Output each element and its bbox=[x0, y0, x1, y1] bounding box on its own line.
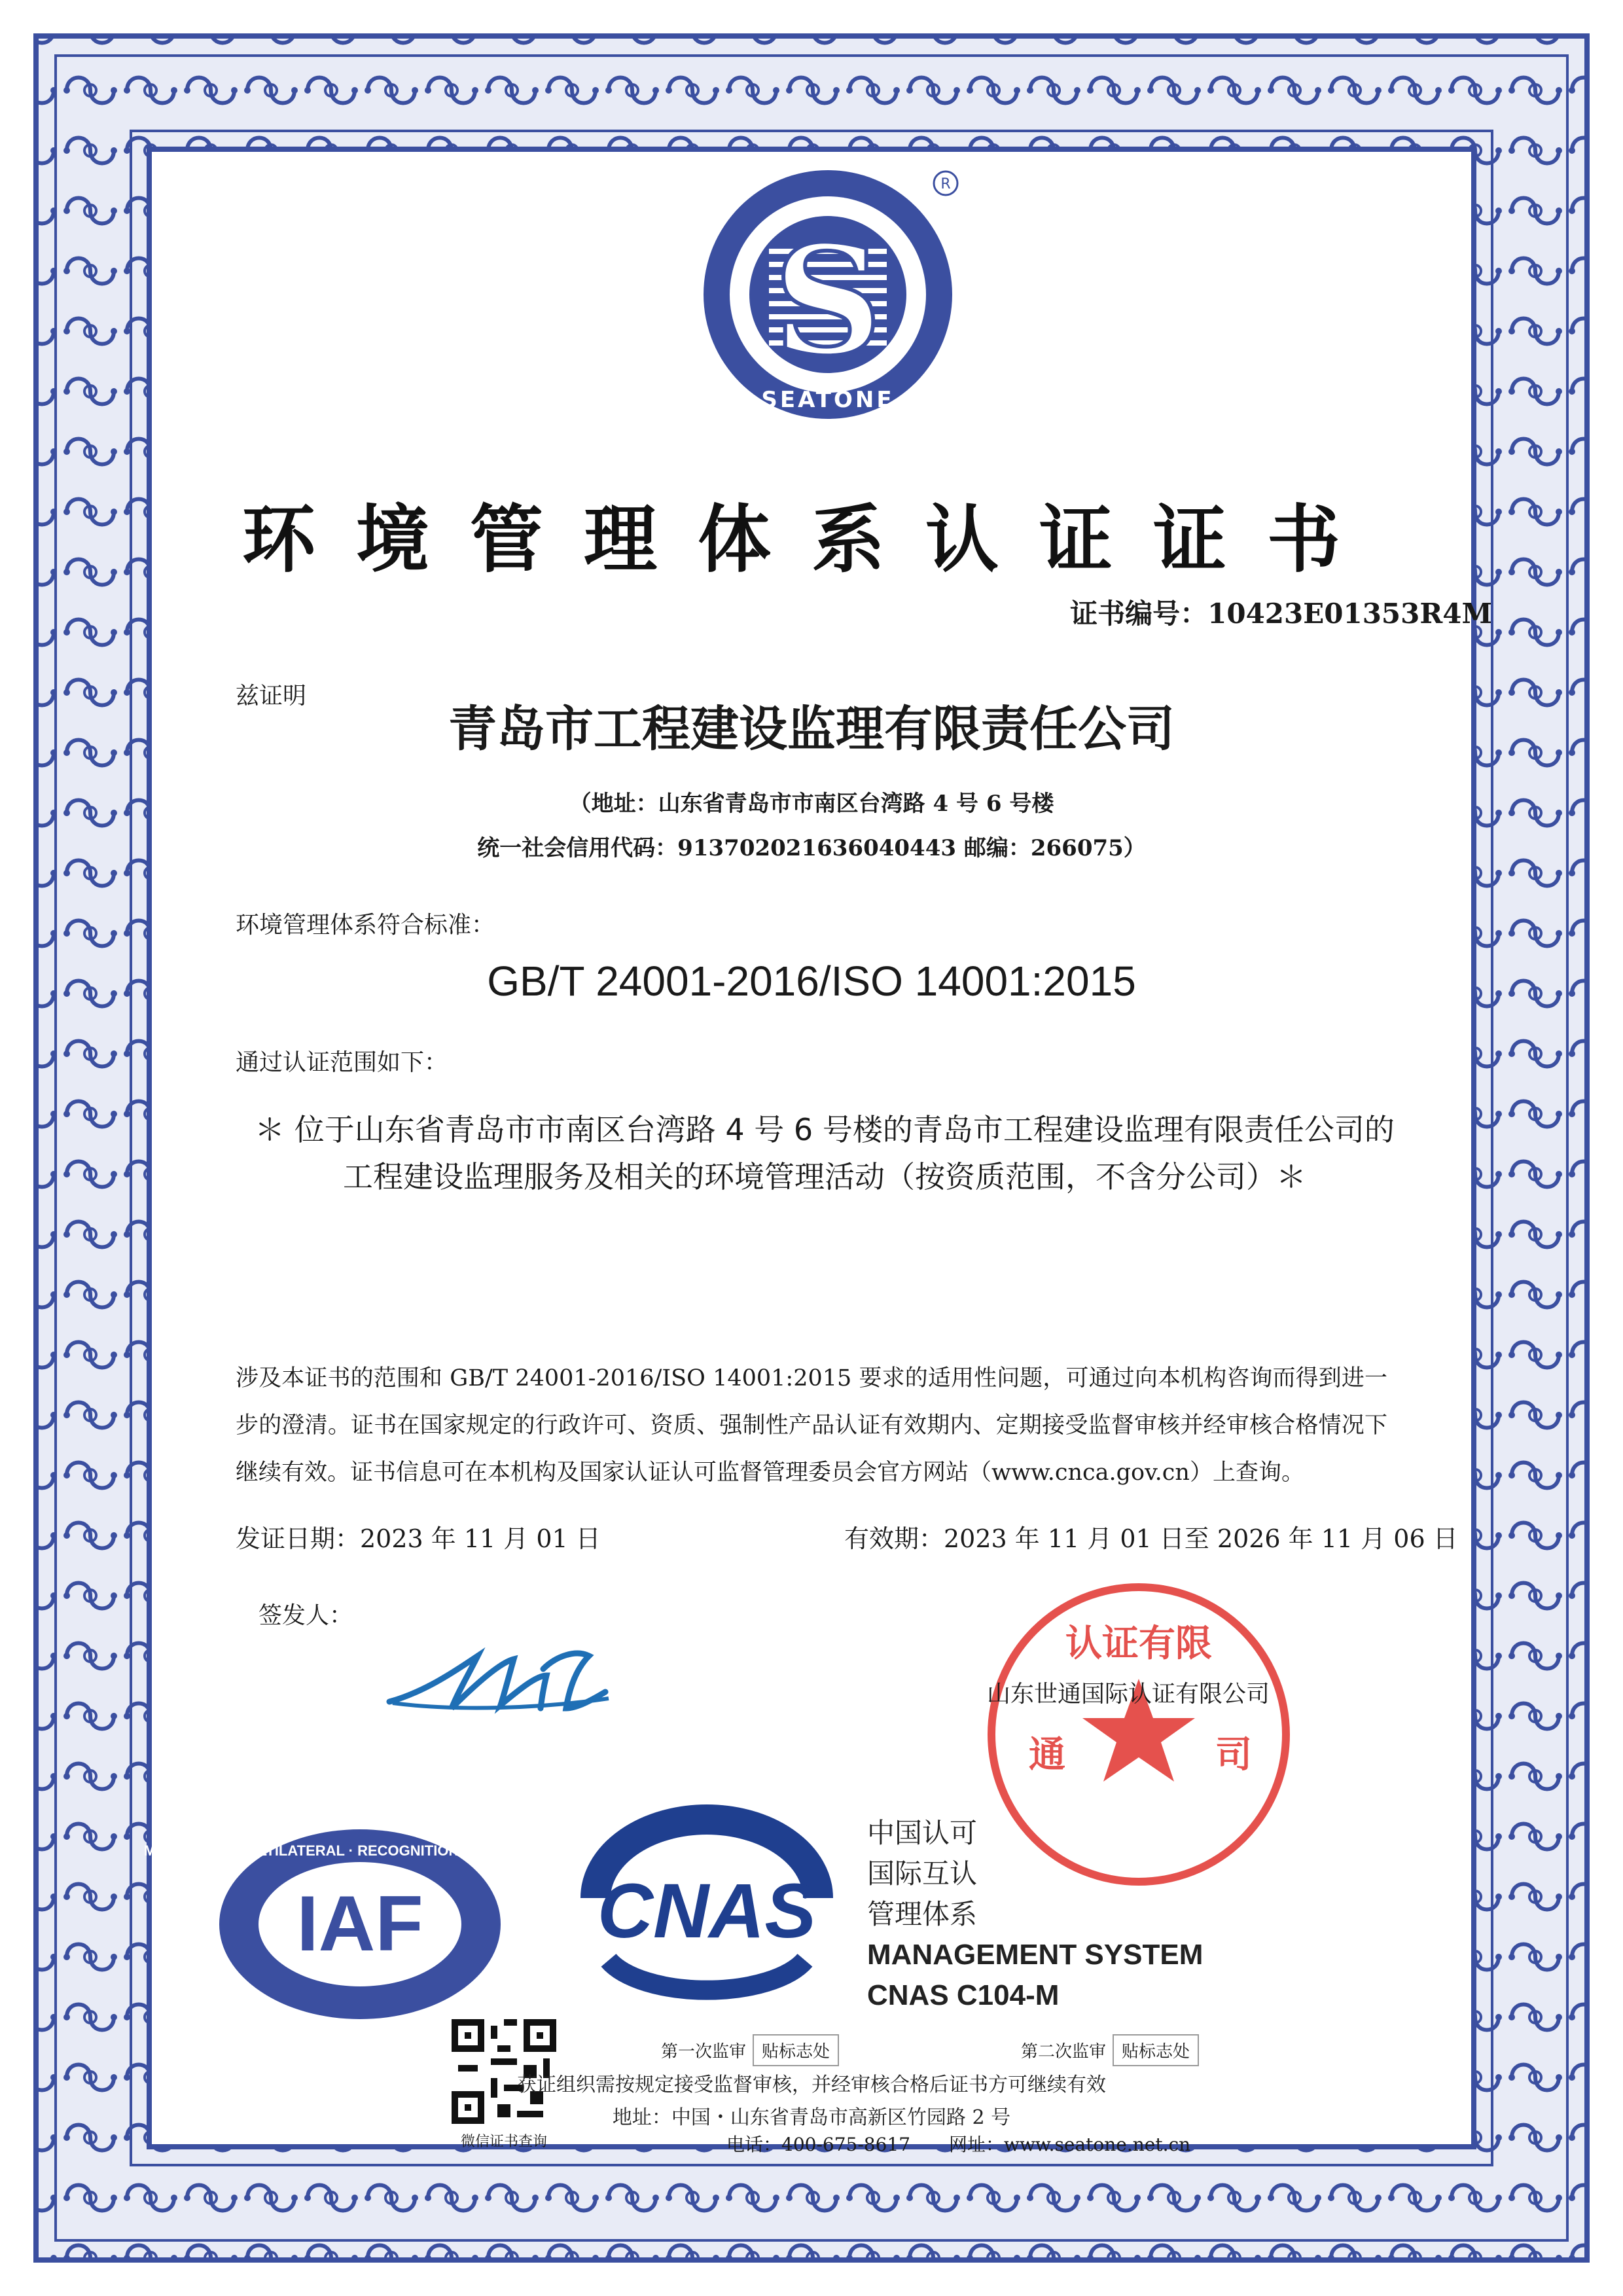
audit-1-label: 第一次监审 bbox=[661, 2042, 747, 2062]
accr-line-5: CNAS C104-M bbox=[867, 1979, 1060, 2011]
iaf-logo bbox=[143, 1826, 577, 2022]
issuer-name: 山东世通国际认证有限公司 bbox=[987, 1681, 1270, 1708]
scope bbox=[249, 1106, 1400, 1200]
issue-date: 发证日期：2023 年 11 月 01 日 bbox=[236, 1524, 601, 1553]
footer-address: 地址：中国・山东省青岛市高新区竹园路 2 号 bbox=[612, 2106, 1011, 2129]
certificate-number bbox=[1070, 592, 1492, 632]
audit-2-sticker: 贴标志处 bbox=[1113, 2034, 1199, 2066]
valid-period: 有效期：2023 年 11 月 01 日至 2026 年 11 月 06 日 bbox=[844, 1524, 1458, 1553]
accr-line-4: MANAGEMENT SYSTEM bbox=[867, 1939, 1204, 1971]
signature bbox=[380, 1630, 628, 1741]
certificate-title: 环境管理体系认证证书 bbox=[242, 497, 1381, 583]
audit-2-label: 第二次监审 bbox=[1021, 2042, 1107, 2062]
iaf-text: IAF bbox=[296, 1880, 423, 1967]
certificate-number-label: 证书编号： bbox=[1070, 598, 1208, 630]
footer-phone: 电话：400-675-8617 bbox=[726, 2134, 911, 2155]
standard-label: 环境管理体系符合标准： bbox=[236, 912, 495, 939]
signer-label: 签发人： bbox=[259, 1602, 353, 1629]
cnas-text: CNAS bbox=[597, 1868, 817, 1954]
scope-label: 通过认证范围如下： bbox=[236, 1049, 448, 1076]
audit-2 bbox=[1021, 2034, 1199, 2066]
standard: GB/T 24001-2016/ISO 14001:2015 bbox=[487, 958, 1136, 1005]
cnas-logo bbox=[569, 1813, 844, 2009]
logo-text: SEATONE bbox=[761, 387, 895, 413]
accreditation-text bbox=[867, 1813, 1203, 2016]
accr-line-1: 中国认可 bbox=[867, 1817, 978, 1849]
svg-text:司: 司 bbox=[1215, 1734, 1252, 1776]
audit-1 bbox=[661, 2034, 839, 2066]
footer-website: 网址：www.seatone.net.cn bbox=[949, 2134, 1191, 2155]
seatone-logo bbox=[697, 164, 959, 425]
scope-line-2: 工程建设监理服务及相关的环境管理活动（按资质范围，不含分公司）＊ bbox=[343, 1159, 1306, 1194]
footer-note: 获证组织需按规定接受监督审核，并经审核合格后证书方可继续有效 bbox=[517, 2073, 1106, 2096]
qr-label: 微信证书查询 bbox=[460, 2134, 547, 2150]
notice-paragraph: 涉及本证书的范围和 GB/T 24001-2016/ISO 14001:2015 要求的适用性问题，可通过向本机构咨询而得到进一步的澄清。证书在国家规定的行政许可、资质、强制性产品认证有效期内、定期接受监督审核并经审核合格情况下继续有效。证书信息可在本机构及国家认证认可监督管理委员会官方网站（www.cnca.gov.cn）上查询。 bbox=[236, 1365, 1387, 1486]
accr-line-2: 国际互认 bbox=[867, 1857, 978, 1890]
iaf-ring-text: MEMBER OF MULTILATERAL · RECOGNITION ARRANGEMENT bbox=[143, 1842, 577, 1859]
scope-line-1: ＊ 位于山东省青岛市市南区台湾路 4 号 6 号楼的青岛市工程建设监理有限责任公司的 bbox=[255, 1112, 1395, 1147]
svg-text:通: 通 bbox=[1029, 1734, 1065, 1776]
certificate-number-value: 10423E01353R4M bbox=[1207, 598, 1492, 630]
audit-1-sticker: 贴标志处 bbox=[753, 2034, 839, 2066]
svg-text:认证有限: 认证有限 bbox=[1065, 1623, 1212, 1665]
svg-text:R: R bbox=[940, 176, 951, 192]
company-credit-code: 统一社会信用代码：913702021636040443 邮编：266075） bbox=[477, 835, 1146, 861]
company-address: （地址：山东省青岛市市南区台湾路 4 号 6 号楼 bbox=[569, 791, 1054, 817]
company-name: 青岛市工程建设监理有限责任公司 bbox=[448, 701, 1175, 757]
hereby-certify: 兹证明 bbox=[236, 683, 307, 709]
accr-line-3: 管理体系 bbox=[867, 1898, 978, 1930]
svg-text:S: S bbox=[773, 213, 883, 389]
